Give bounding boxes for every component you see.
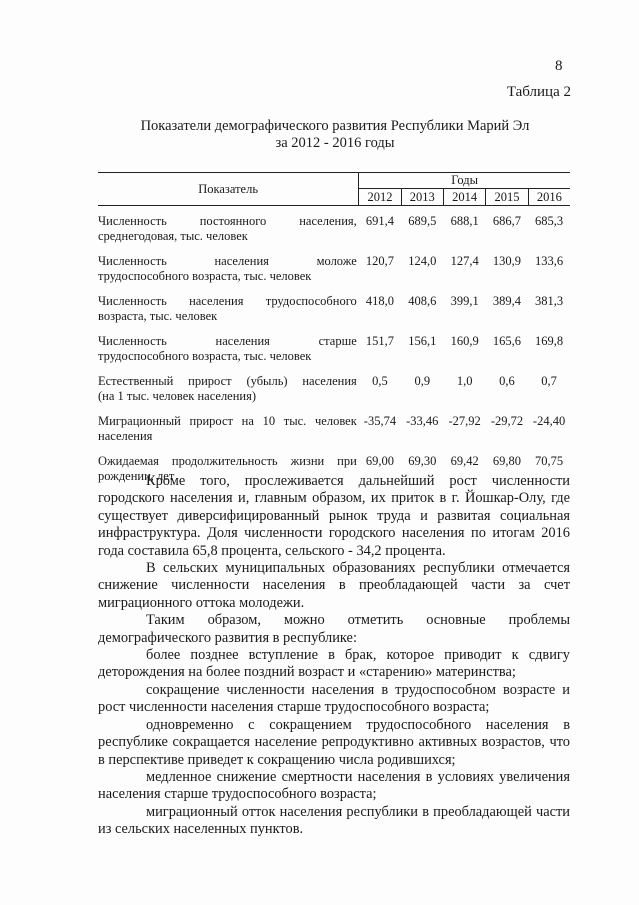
indicator-line-2: рождении, лет (98, 469, 175, 483)
year-header: 2016 (528, 189, 570, 206)
value-cell: 165,6 (492, 334, 522, 348)
paragraph: Кроме того, прослеживается дальнейший рост численности городского населения и, главным образом, их приток в г. Йошкар-Олу, где существует диверсифицированный рынок труда и развитая социальная инфраструктура. Доля численности городского населения по итогам 2016 года составила 65,8 процента, сельского - 34,2 процента. (98, 473, 570, 559)
value-cell: 408,6 (408, 294, 437, 308)
table-row (98, 326, 570, 366)
year-header: 2015 (486, 189, 528, 206)
indicator-line-2: возраста, тыс. человек (98, 309, 218, 323)
value-cell: 381,3 (535, 294, 564, 308)
value-cell: 69,42 (450, 454, 479, 468)
paragraph: В сельских муниципальных образованиях республики отмечается снижение численности населения в преобладающей части за счет миграционного оттока молодежи. (98, 560, 570, 611)
value-cell: 0,5 (372, 374, 388, 388)
indicator-line-1: Ожидаемая продолжительность жизни при (98, 454, 357, 468)
table-row (98, 366, 570, 406)
value-cell: 399,1 (450, 294, 479, 308)
indicator-line-1: Миграционный прирост на 10 тыс. человек (98, 414, 357, 428)
indicator-line-2: среднегодовая, тыс. человек (98, 229, 248, 243)
paragraph: миграционный отток населения республики в преобладающей части из сельских населенных пунктов. (98, 803, 570, 838)
value-cell: 389,4 (492, 294, 522, 308)
value-cell: 127,4 (450, 254, 479, 268)
value-cell: 69,80 (492, 454, 522, 468)
paragraph: Таким образом, можно отметить основные проблемы демографического развития в республике: (98, 612, 570, 646)
value-cell: 151,7 (365, 334, 395, 348)
indicator-cell (98, 366, 359, 406)
value-cell: 688,1 (450, 214, 479, 228)
value-cell: 686,7 (492, 214, 522, 228)
indicator-line-1: Численность населения моложе (98, 254, 357, 268)
value-cell: 169,8 (535, 334, 564, 348)
indicator-line-2: населения (98, 429, 153, 443)
column-header-indicator: Показатель (98, 173, 359, 206)
value-cell: 124,0 (408, 254, 437, 268)
indicator-line-1: Численность постоянного населения, (98, 214, 357, 228)
value-cell: 1,0 (456, 374, 473, 388)
value-cell: -24,40 (532, 414, 566, 428)
indicator-line-2: (на 1 тыс. человек населения) (98, 389, 257, 403)
paragraph: медленное снижение смертности населения в условиях увеличения населения старше трудоспособного возраста; (98, 768, 570, 803)
table-label: Таблица 2 (506, 84, 571, 100)
body-text (98, 473, 570, 839)
value-cell: 130,9 (492, 254, 522, 268)
page-number: 8 (555, 58, 563, 74)
indicator-line-1: Численность населения трудоспособного (98, 294, 357, 308)
indicator-cell (98, 326, 359, 366)
year-header: 2014 (443, 189, 485, 206)
indicator-cell (98, 406, 359, 446)
value-cell: 70,75 (535, 454, 564, 468)
indicator-line-2: трудоспособного возраста, тыс. человек (98, 269, 312, 283)
value-cell: 120,7 (365, 254, 395, 268)
value-cell: 0,6 (499, 374, 515, 388)
paragraph: сокращение численности населения в трудоспособном возрасте и рост численности населения старше трудоспособного возраста; (98, 681, 570, 716)
value-cell: 685,3 (535, 214, 564, 228)
table-row (98, 286, 570, 326)
table-title-line-2: за 2012 - 2016 годы (275, 135, 395, 151)
table-row (98, 406, 570, 446)
indicator-cell (98, 206, 359, 247)
table-row (98, 206, 570, 247)
table-title-line-1: Показатели демографического развития Республики Марий Эл (140, 118, 530, 134)
value-cell: 418,0 (365, 294, 395, 308)
value-cell: 156,1 (408, 334, 437, 348)
value-cell: 69,00 (365, 454, 395, 468)
value-cell: -35,74 (363, 414, 397, 428)
paragraph: более позднее вступление в брак, которое приводит к сдвигу деторождения на более поздний возраст и «старению» материнства; (98, 647, 570, 681)
value-cell: 69,30 (408, 454, 437, 468)
value-cell: 689,5 (408, 214, 437, 228)
paragraph: одновременно с сокращением трудоспособного населения в республике сокращается население репродуктивно активных возрастов, что в перспективе приведет к сокращению числа родившихся; (98, 716, 570, 768)
year-header: 2012 (359, 189, 401, 206)
demographics-table (98, 172, 570, 486)
table-row (98, 246, 570, 286)
value-cell: 160,9 (450, 334, 479, 348)
indicator-line-1: Естественный прирост (убыль) населения (98, 374, 357, 388)
indicator-line-1: Численность населения старше (98, 334, 357, 348)
indicator-cell (98, 286, 359, 326)
value-cell: 133,6 (535, 254, 564, 268)
value-cell: 0,7 (541, 374, 557, 388)
indicator-line-2: трудоспособного возраста, тыс. человек (98, 349, 312, 363)
column-header-years: Годы (359, 173, 570, 189)
indicator-cell (98, 246, 359, 286)
table-title (100, 118, 570, 152)
value-cell: -29,72 (490, 414, 524, 428)
value-cell: 0,9 (414, 374, 431, 388)
value-cell: 691,4 (365, 214, 395, 228)
value-cell: -27,92 (448, 414, 481, 428)
year-header: 2013 (401, 189, 443, 206)
value-cell: -33,46 (406, 414, 439, 428)
